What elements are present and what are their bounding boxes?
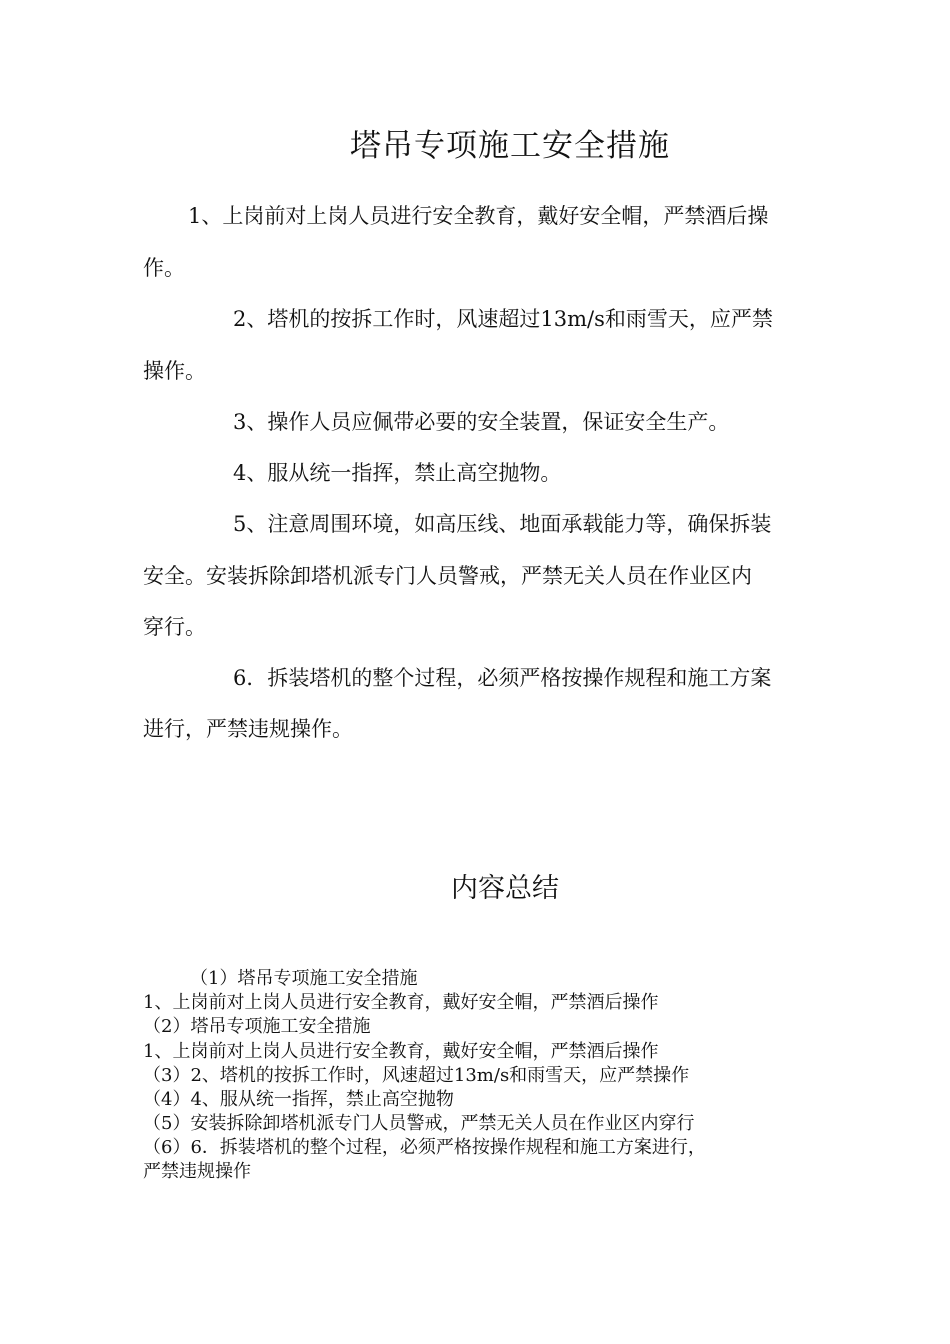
summary-line-6: （4）4、服从统一指挥，禁止高空抛物	[143, 1089, 454, 1110]
paragraph-6-line-2: 进行，严禁违规操作。	[143, 717, 353, 741]
paragraph-5-line-3: 穿行。	[143, 615, 206, 639]
paragraph-2-line-2: 操作。	[143, 359, 206, 383]
paragraph-4-line-1: 4、服从统一指挥，禁止高空抛物。	[233, 461, 562, 485]
paragraph-6-line-1: 6．拆装塔机的整个过程，必须严格按操作规程和施工方案	[233, 666, 772, 690]
paragraph-1-line-1: 1、上岗前对上岗人员进行安全教育，戴好安全帽，严禁酒后操	[188, 204, 769, 228]
summary-title: 内容总结	[451, 873, 559, 904]
summary-line-2: 1、上岗前对上岗人员进行安全教育，戴好安全帽，严禁酒后操作	[143, 992, 659, 1013]
paragraph-1-line-2: 作。	[143, 256, 185, 280]
page-title: 塔吊专项施工安全措施	[350, 128, 670, 164]
summary-line-3: （2）塔吊专项施工安全措施	[143, 1016, 371, 1037]
paragraph-5-line-2: 安全。安装拆除卸塔机派专门人员警戒，严禁无关人员在作业区内	[143, 564, 752, 588]
summary-line-4: 1、上岗前对上岗人员进行安全教育，戴好安全帽，严禁酒后操作	[143, 1041, 659, 1062]
summary-line-1: （1）塔吊专项施工安全措施	[190, 968, 418, 989]
paragraph-2-line-1: 2、塔机的按拆工作时，风速超过13m/s和雨雪天，应严禁	[233, 307, 773, 331]
paragraph-5-line-1: 5、注意周围环境，如高压线、地面承载能力等，确保拆装	[233, 512, 772, 536]
summary-line-5: （3）2、塔机的按拆工作时，风速超过13m/s和雨雪天，应严禁操作	[143, 1065, 690, 1086]
summary-line-9: 严禁违规操作	[143, 1161, 251, 1182]
paragraph-3-line-1: 3、操作人员应佩带必要的安全装置，保证安全生产。	[233, 410, 730, 434]
summary-line-8: （6）6．拆装塔机的整个过程，必须严格按操作规程和施工方案进行，	[143, 1137, 706, 1158]
summary-line-7: （5）安装拆除卸塔机派专门人员警戒，严禁无关人员在作业区内穿行	[143, 1113, 695, 1134]
